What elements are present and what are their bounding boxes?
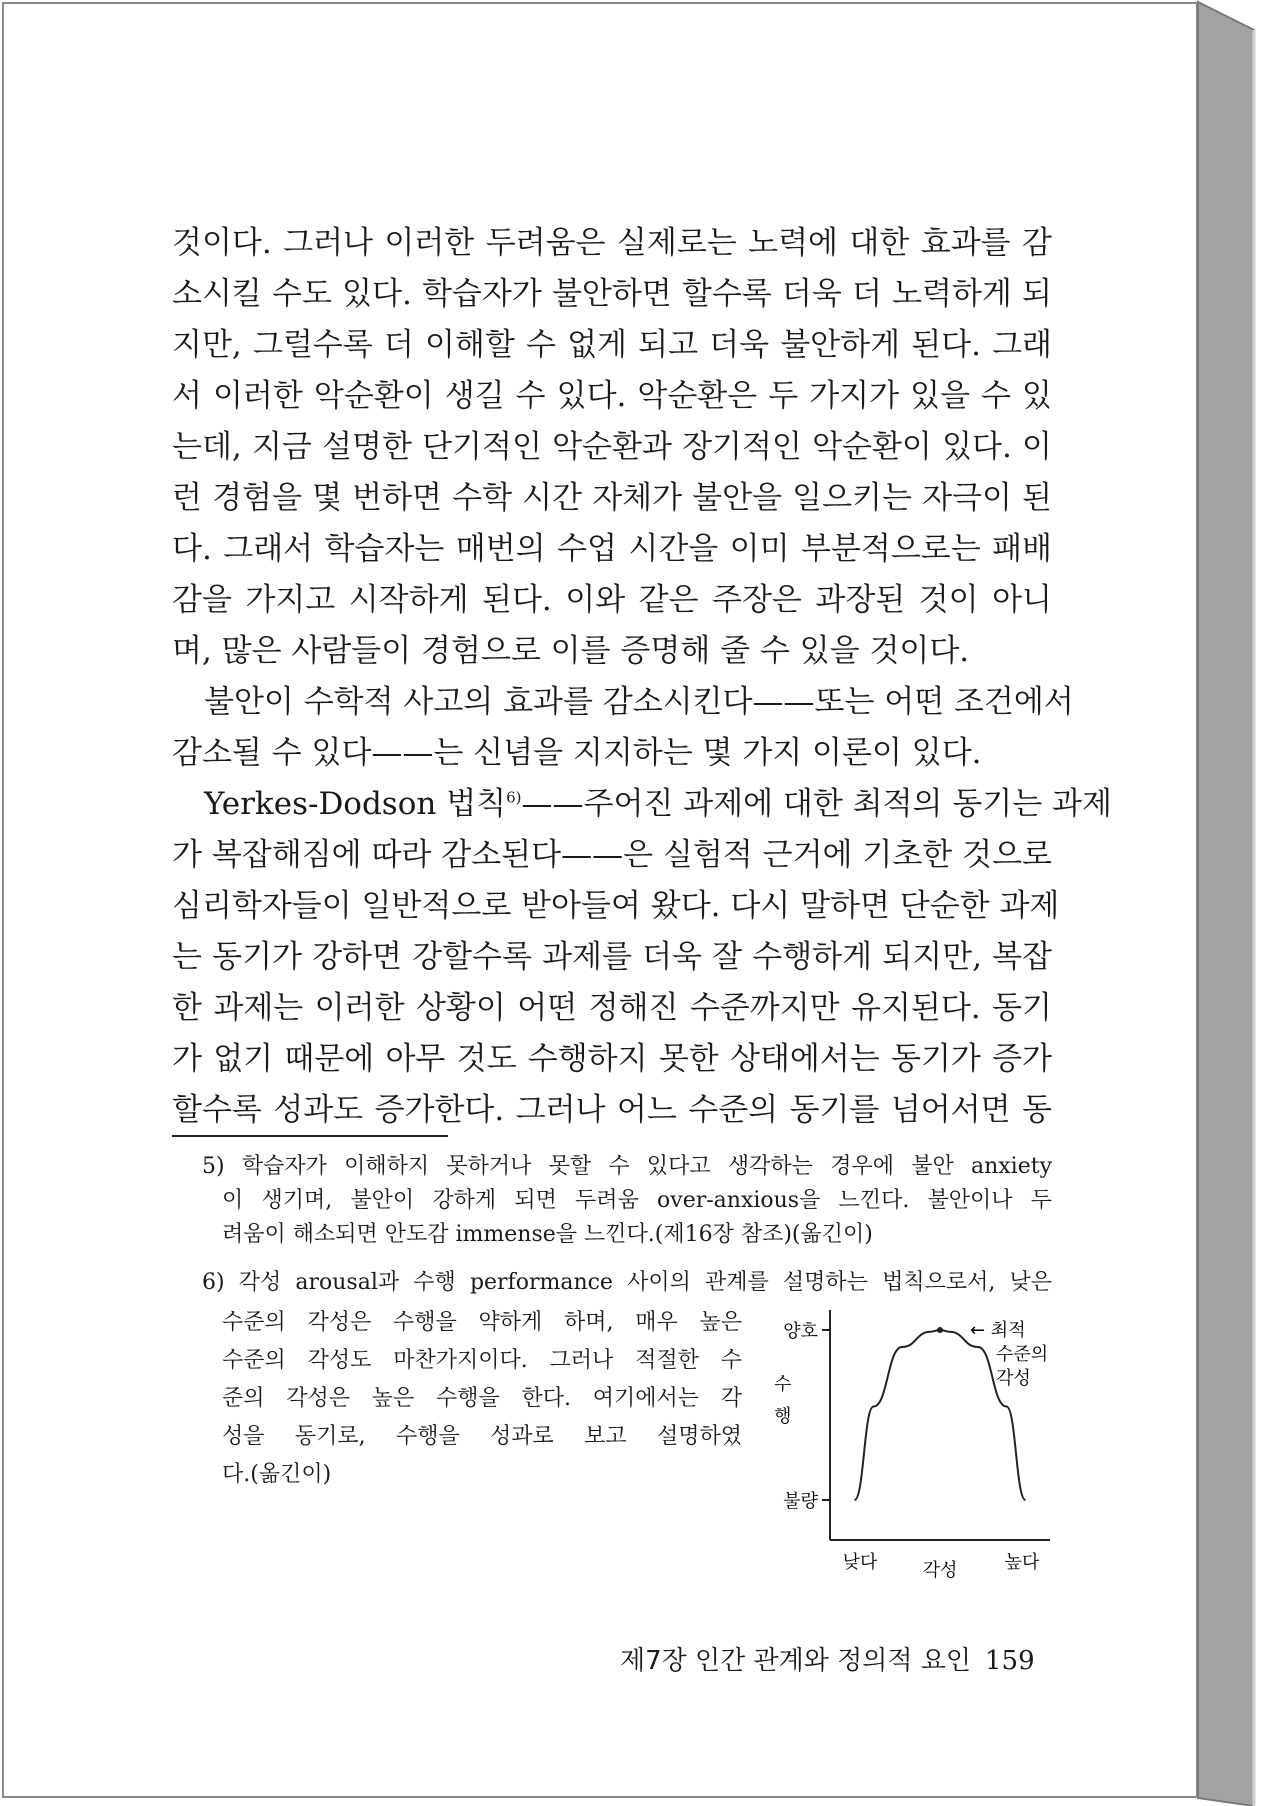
footnote-6-line: 준의 각성은 높은 수행을 한다. 여기에서는 각 — [222, 1386, 742, 1411]
page-footer — [620, 1640, 1035, 1677]
footnote-6-line: 6) 각성 arousal과 수행 performance 사이의 관계를 설명하는 법칙으로서, 낮은 — [202, 1270, 1052, 1295]
body-line: 감을 가지고 시작하게 된다. 이와 같은 주장은 과장된 것이 아니 — [172, 582, 1052, 618]
body-line: 할수록 성과도 증가한다. 그러나 어느 수준의 동기를 넘어서면 동 — [172, 1092, 1052, 1128]
yerkes-term: Yerkes-Dodson 법칙 — [204, 786, 507, 822]
x-tick-label-low: 낮다 — [842, 1552, 878, 1573]
footnote-6-line: 수준의 각성은 수행을 약하게 하며, 매우 높은 — [222, 1310, 742, 1335]
footnote-6-heading — [172, 1266, 1052, 1300]
footnote-divider — [172, 1135, 448, 1137]
footnote-6-line: 성을 동기로, 수행을 성과로 보고 설명하였 — [222, 1424, 742, 1449]
body-line: 한 과제는 이러한 상황이 어떤 정해진 수준까지만 유지된다. 동기 — [172, 990, 1052, 1026]
body-line: 지만, 그럴수록 더 이해할 수 없게 되고 더욱 불안하게 된다. 그래 — [172, 327, 1052, 363]
footnote-5 — [172, 1150, 1052, 1252]
body-line: 서 이러한 악순환이 생길 수 있다. 악순환은 두 가지가 있을 수 있 — [172, 378, 1052, 414]
footnote-ref-6: 6) — [506, 788, 522, 807]
yerkes-line — [172, 779, 1112, 830]
y-axis-label-1: 수 — [774, 1374, 792, 1395]
annotation-line-3: 각성 — [996, 1368, 1031, 1389]
y-axis-label-2: 행 — [774, 1406, 792, 1427]
body-line: 가 복잡해짐에 따라 감소된다——은 실험적 근거에 기초한 것으로 — [172, 837, 1052, 873]
body-line: 런 경험을 몇 번하면 수학 시간 자체가 불안을 일으키는 자극이 된 — [172, 480, 1052, 516]
body-line: 다. 그래서 학습자는 매번의 수업 시간을 이미 부분적으로는 패배 — [172, 531, 1052, 567]
x-axis-label: 각성 — [922, 1560, 958, 1581]
y-tick-label-low: 불량 — [783, 1491, 818, 1512]
footnote-6-body — [222, 1304, 742, 1494]
body-line: 것이다. 그러나 이러한 두려움은 실제로는 노력에 대한 효과를 감 — [172, 225, 1052, 261]
body-line: 심리학자들이 일반적으로 받아들여 왔다. 다시 말하면 단순한 과제 — [172, 888, 1060, 924]
x-tick-label-high: 높다 — [1004, 1552, 1040, 1573]
annotation-line-2: 수준의 — [996, 1344, 1049, 1365]
y-tick-label-high: 양호 — [783, 1321, 818, 1342]
annotation-line-1: ← 최적 — [970, 1320, 1026, 1341]
footnote-6-line: 수준의 각성도 마찬가지이다. 그러나 적절한 수 — [222, 1348, 742, 1373]
body-line: 불안이 수학적 사고의 효과를 감소시킨다——또는 어떤 조건에서 — [204, 684, 1074, 720]
body-line: 소시킬 수도 있다. 학습자가 불안하면 할수록 더욱 더 노력하게 되 — [172, 276, 1052, 312]
footnote-5-line: 이 생기며, 불안이 강하게 되면 두려움 over-anxious을 느낀다. 불안이나 두 — [222, 1188, 1052, 1213]
optimal-point — [937, 1327, 943, 1333]
body-line: 며, 많은 사람들이 경험으로 이를 증명해 줄 수 있을 것이다. — [172, 633, 970, 669]
body-line: 는 동기가 강하면 강할수록 과제를 더욱 잘 수행하게 되지만, 복잡 — [172, 939, 1052, 975]
footnote-5-line: 려움이 해소되면 안도감 immense을 느낀다.(제16장 참조)(옮긴이) — [222, 1222, 873, 1247]
body-line: 는데, 지금 설명한 단기적인 악순환과 장기적인 악순환이 있다. 이 — [172, 429, 1052, 465]
arousal-performance-chart — [760, 1300, 1060, 1600]
footnote-5-line: 5) 학습자가 이해하지 못하거나 못할 수 있다고 생각하는 경우에 불안 anxiety — [202, 1154, 1052, 1179]
yerkes-rest: ——주어진 과제에 대한 최적의 동기는 과제 — [521, 786, 1112, 822]
main-text — [172, 218, 1112, 1136]
body-line: 가 없기 때문에 아무 것도 수행하지 못한 상태에서는 동기가 증가 — [172, 1041, 1052, 1077]
page-number: 159 — [985, 1646, 1035, 1676]
footnote-6-line: 다.(옮긴이) — [222, 1462, 332, 1487]
chapter-title: 제7장 인간 관계와 정의적 요인 — [620, 1646, 971, 1676]
body-line: 감소될 수 있다——는 신념을 지지하는 몇 가지 이론이 있다. — [172, 735, 982, 771]
